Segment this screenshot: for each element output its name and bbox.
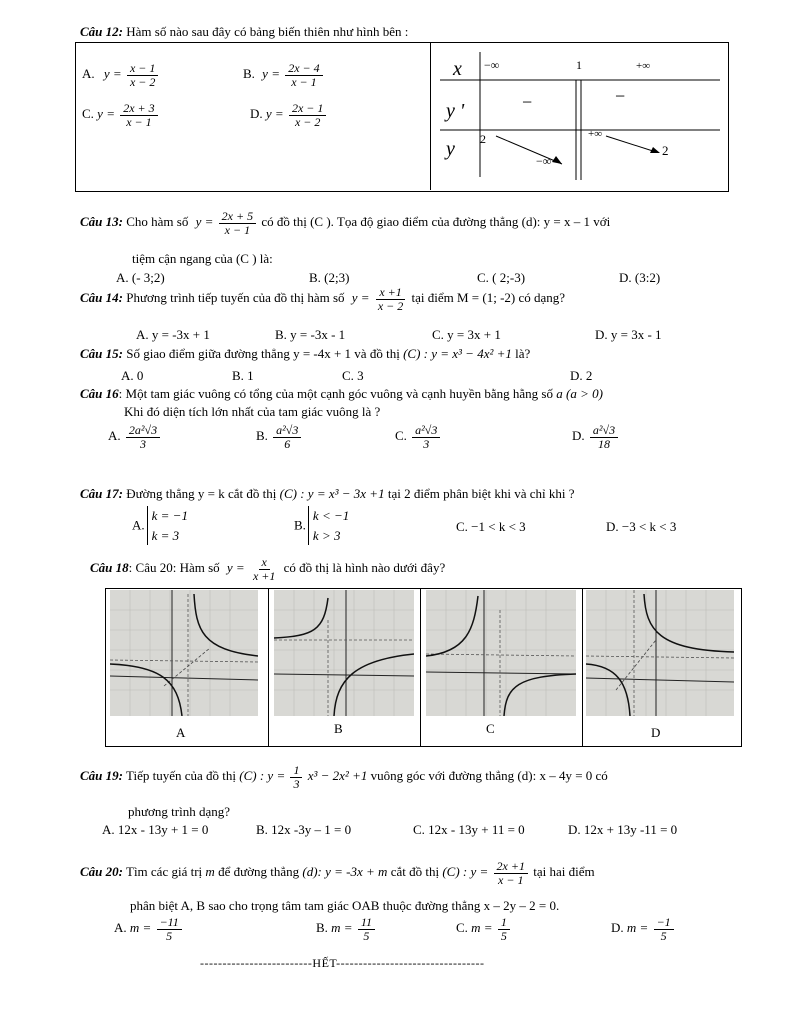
q20-option-c[interactable]: C. m = $\frac{1}{5}$ xyxy=(456,916,512,942)
q19-option-d[interactable]: D. 12x + 13y -11 = 0 xyxy=(568,822,678,837)
q15-option-c[interactable]: C. 3 xyxy=(342,368,364,383)
q16-option-d[interactable]: D. $\frac{\text{a²√3}}{18}$ xyxy=(572,424,620,450)
table-yp-sign-2: − xyxy=(615,86,626,106)
q20-option-b[interactable]: B. m = $\frac{11}{5}$ xyxy=(316,916,377,942)
graph-b-label: B xyxy=(334,721,343,736)
table-y-end: 2 xyxy=(662,143,669,158)
table-x-pos-inf: +∞ xyxy=(636,60,651,72)
q14-option-d[interactable]: D. y = 3x - 1 xyxy=(595,327,662,342)
graph-a-plot xyxy=(110,590,258,716)
q20-option-d[interactable]: D. m = $\frac{-1}{5}$ xyxy=(611,916,676,942)
q14-option-b[interactable]: B. y = -3x - 1 xyxy=(275,327,346,342)
q20-option-a[interactable]: A. m = $\frac{-11}{5}$ xyxy=(114,916,184,942)
graph-b[interactable] xyxy=(274,590,414,716)
q19-option-b[interactable]: B. 12x -3y – 1 = 0 xyxy=(256,822,352,837)
graph-d[interactable] xyxy=(586,590,734,716)
q15-option-d[interactable]: D. 2 xyxy=(570,368,593,383)
q12-question xyxy=(80,24,408,40)
q18-graph-grid xyxy=(105,588,742,747)
table-y-pos-inf: +∞ xyxy=(588,128,603,140)
q15-option-a[interactable]: A. 0 xyxy=(121,368,144,383)
table-y-label: y xyxy=(446,138,455,160)
q12-option-b[interactable]: B. y = $\frac{2x - 4}{x - 1}$ xyxy=(243,62,325,88)
q13-option-d[interactable]: D. (3:2) xyxy=(619,270,661,285)
table-yp-label: y ' xyxy=(446,100,465,122)
arrowhead-2 xyxy=(650,147,660,153)
q17-question: Câu 17: Đường thẳng y = k cắt đồ thị (C) : y = x³ − 3x +1 tại 2 điểm phân biệt khi và chỉ khi ? xyxy=(80,486,575,501)
arrow-decrease-2 xyxy=(606,136,656,152)
q15-option-b[interactable]: B. 1 xyxy=(232,368,254,383)
q13-option-c[interactable]: C. ( 2;-3) xyxy=(477,270,526,285)
q14-option-c[interactable]: C. y = 3x + 1 xyxy=(432,327,501,342)
q15-question: Câu 15: Số giao điểm giữa đường thẳng y = -4x + 1 và đồ thị (C) : y = x³ − 4x² +1 là? xyxy=(80,346,531,361)
graph-separator xyxy=(268,589,269,746)
graph-separator xyxy=(420,589,421,746)
q16-question: Câu 16: Một tam giác vuông có tổng của một cạnh góc vuông và cạnh huyền bằng hằng số a (a > 0) xyxy=(80,386,603,401)
q12-text: Hàm số nào sau đây có bảng biến thiên như hình bên : xyxy=(126,24,409,39)
q16-option-c[interactable]: C. $\frac{\text{a²√3}}{3}$ xyxy=(395,424,442,450)
graph-separator xyxy=(582,589,583,746)
graph-d-plot xyxy=(586,590,734,716)
arrowhead-1 xyxy=(552,156,562,164)
q12-option-a[interactable]: A. y = $\frac{x - 1}{x - 2}$ xyxy=(82,62,160,88)
q13-question: Câu 13: Cho hàm số y = $\frac{2x + 5}{x - 1}$ có đồ thị (C ). Tọa độ giao điểm của đường thẳng (d): y = x – 1 với xyxy=(80,209,611,237)
graph-a-label: A xyxy=(176,725,186,740)
q12-option-d[interactable]: D. y = $\frac{2x - 1}{x - 2}$ xyxy=(250,102,328,128)
table-x-one: 1 xyxy=(576,58,582,72)
table-y-neg-inf: −∞ xyxy=(536,154,552,168)
graph-a[interactable] xyxy=(110,590,258,716)
q17-option-d[interactable]: D. −3 < k < 3 xyxy=(606,519,677,534)
end-marker: -------------------------HẾT--------------------------------- xyxy=(200,956,485,970)
q16-text-cont: Khi đó diện tích lớn nhất của tam giác vuông là ? xyxy=(124,404,381,419)
q12-option-c[interactable]: C. y = $\frac{2x + 3}{x - 1}$ xyxy=(82,102,160,128)
graph-d-label: D xyxy=(651,725,661,740)
q19-option-a[interactable]: A. 12x - 13y + 1 = 0 xyxy=(102,822,209,837)
graph-b-plot xyxy=(274,590,414,716)
q20-text-cont: phân biệt A, B sao cho trọng tâm tam giác OAB thuộc đường thẳng x – 2y – 2 = 0. xyxy=(130,898,560,913)
q13-text-cont: tiệm cận ngang của (C ) là: xyxy=(132,251,273,266)
q17-option-b[interactable]: B. k < −1 k > 3 xyxy=(294,506,349,545)
table-x-neg-inf: −∞ xyxy=(484,58,500,72)
table-x-label: x xyxy=(453,58,462,80)
q16-option-b[interactable]: B. $\frac{\text{a²√3}}{6}$ xyxy=(256,424,303,450)
graph-c-label: C xyxy=(486,721,495,736)
q20-question: Câu 20: Tìm các giá trị m để đường thẳng (d): y = -3x + m cắt đồ thị (C) : y = $\frac{2x +1}{x - 1}$ tại hai điểm xyxy=(80,859,595,887)
q13-option-b[interactable]: B. (2;3) xyxy=(309,270,350,285)
q14-question: Câu 14: Phương trình tiếp tuyến của đồ thị hàm số y = $\frac{x +1}{x - 2}$ tại điểm M = (1; -2) có dạng? xyxy=(80,285,566,313)
arrow-decrease-1 xyxy=(496,136,562,164)
q17-option-c[interactable]: C. −1 < k < 3 xyxy=(456,519,526,534)
graph-c[interactable] xyxy=(426,590,576,716)
q19-question: Câu 19: Tiếp tuyến của đồ thị (C) : y = $\frac{1}{3}$ x³ − 2x² +1 vuông góc với đường thẳng (d): x – 4y = 0 có xyxy=(80,763,608,791)
table-y-start: 2 xyxy=(480,132,486,146)
q14-option-a[interactable]: A. y = -3x + 1 xyxy=(136,327,210,342)
q18-question: Câu 18: Câu 20: Hàm số y = $\frac{x}{x +1}$ có đồ thị là hình nào dưới đây? xyxy=(90,555,446,583)
q19-option-c[interactable]: C. 12x - 13y + 11 = 0 xyxy=(413,822,525,837)
graph-c-plot xyxy=(426,590,576,716)
table-yp-sign-1: − xyxy=(522,92,533,112)
q17-option-a[interactable]: A. k = −1 k = 3 xyxy=(132,506,188,545)
q13-option-a[interactable]: A. (- 3;2) xyxy=(116,270,165,285)
q12-divider xyxy=(430,42,431,190)
q12-label: Câu 12: xyxy=(80,24,123,39)
q16-option-a[interactable]: A. $\frac{\text{2a²√3}}{3}$ xyxy=(108,424,162,450)
q19-text-cont: phương trình dạng? xyxy=(128,804,231,819)
